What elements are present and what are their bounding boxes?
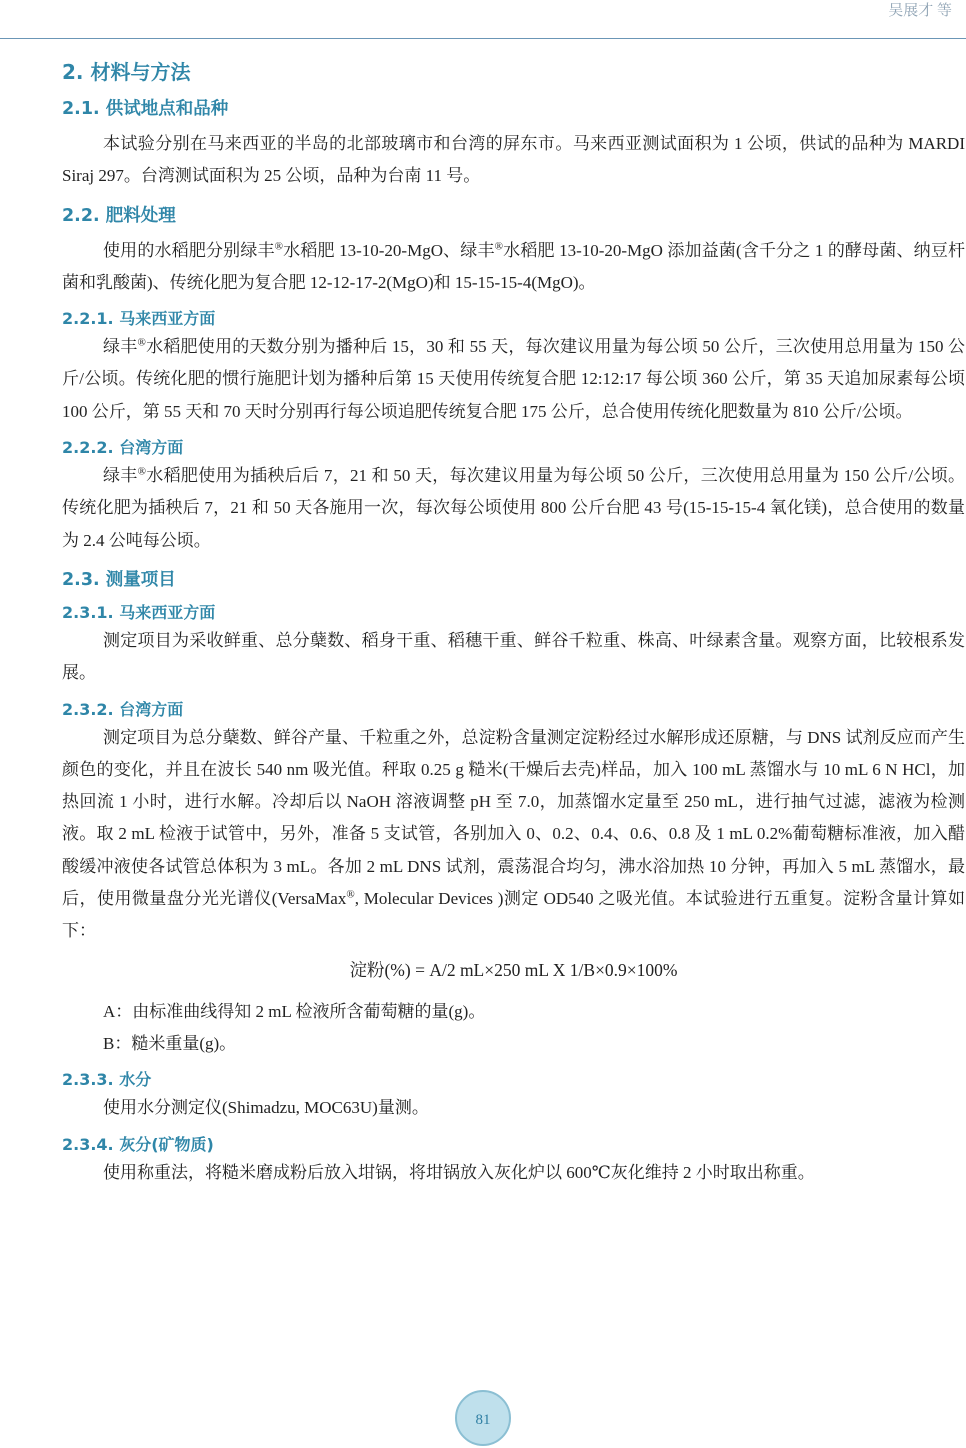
paragraph-2-1: 本试验分别在马来西亚的半岛的北部玻璃市和台湾的屏东市。马来西亚测试面积为 1 公顷，供试的品种为 MARDI Siraj 297。台湾测试面积为 25 公顷，品种为台南 11 号。 bbox=[62, 134, 965, 186]
section-heading-2-3-2: 2.3.2. 台湾方面 bbox=[62, 699, 184, 719]
section-heading-2-2-2: 2.2.2. 台湾方面 bbox=[62, 438, 184, 458]
paragraph-2-2: 使用的水稻肥分别绿丰®水稻肥 13-10-20-MgO、绿丰®水稻肥 13-10-20-MgO 添加益菌(含千分之 1 的酵母菌、纳豆杆菌和乳酸菌)、传统化肥为复合肥 12-12-17-2(MgO)和 15-15-15-4(MgO)。 bbox=[62, 239, 965, 292]
registered-mark: ® bbox=[346, 888, 355, 901]
registered-mark: ® bbox=[137, 336, 146, 349]
definition-a: A：由标准曲线得知 2 mL 检液所含葡萄糖的量(g)。 bbox=[103, 1001, 486, 1021]
running-head-authors: 吴展才 等 bbox=[888, 3, 952, 19]
article-body bbox=[62, 52, 965, 1189]
registered-mark: ® bbox=[137, 465, 146, 478]
paragraph-2-3-3: 使用水分测定仪(Shimadzu, MOC63U)量测。 bbox=[103, 1098, 429, 1118]
paragraph-2-2-2: 绿丰®水稻肥使用为插秧后后 7，21 和 50 天，每次建议用量为每公顷 50 公斤，三次使用总用量为 150 公斤/公顷。传统化肥为插秧后 7，21 和 50 天各施用一次，每次每公顷使用 800 公斤台肥 43 号(15-15-15-4 氧化镁)，总合使用的数量为 2.4 公吨每公顷。 bbox=[62, 465, 966, 550]
section-heading-2-3-1: 2.3.1. 马来西亚方面 bbox=[62, 602, 216, 622]
paragraph-2-3-2: 测定项目为总分蘖数、鲜谷产量、千粒重之外，总淀粉含量测定淀粉经过水解形成还原糖，与 DNS 试剂反应而产生颜色的变化，并且在波长 540 nm 吸光值。秤取 0.25 g 糙米(干燥后去壳)样品，加入 100 mL 蒸馏水与 10 mL 6 N HCl，加热回流 1 小时，进行水解。冷却后以 NaOH 溶液调整 pH 至 7.0，加蒸馏水定量至 250 mL，进行抽气过滤，滤液为检测液。取 2 mL 检液于试管中，另外，准备 5 支试管，各别加入 0、0.2、0.4、0.6、0.8 及 1 mL 0.2%葡萄糖标准液，加入醋酸缓冲液使各试管总体积为 3 mL。各加 2 mL DNS 试剂，震荡混合均匀，沸水浴加热 10 分钟，再加入 5 mL 蒸馏水，最后，使用微量盘分光光谱仪(VersaMax®, Molecular Devices )测定 OD540 之吸光值。本试验进行五重复。淀粉含量计算如下： bbox=[62, 727, 965, 941]
registered-mark: ® bbox=[274, 239, 284, 252]
registered-mark: ® bbox=[494, 239, 503, 252]
page-number-badge: 81 bbox=[455, 1390, 511, 1446]
paragraph-2-3-4: 使用称重法，将糙米磨成粉后放入坩锅，将坩锅放入灰化炉以 600℃灰化维持 2 小时取出称重。 bbox=[103, 1162, 815, 1182]
section-heading-2-3: 2.3. 测量项目 bbox=[62, 569, 176, 590]
starch-formula: 淀粉(%) = A/2 mL×250 mL X 1/B×0.9×100% bbox=[349, 959, 678, 980]
section-heading-2: 2. 材料与方法 bbox=[62, 60, 191, 84]
section-heading-2-3-4: 2.3.4. 灰分(矿物质) bbox=[62, 1134, 214, 1154]
header-divider bbox=[0, 38, 966, 39]
section-heading-2-2-1: 2.2.1. 马来西亚方面 bbox=[62, 309, 216, 329]
paragraph-2-3-1: 测定项目为采收鲜重、总分蘖数、稻身干重、稻穗干重、鲜谷千粒重、株高、叶绿素含量。观察方面，比较根系发展。 bbox=[62, 630, 965, 683]
section-heading-2-1: 2.1. 供试地点和品种 bbox=[62, 99, 229, 119]
section-heading-2-3-3: 2.3.3. 水分 bbox=[62, 1070, 152, 1090]
paragraph-2-2-1: 绿丰®水稻肥使用的天数分别为播种后 15，30 和 55 天，每次建议用量为每公顷 50 公斤，三次使用总用量为 150 公斤/公顷。传统化肥的惯行施肥计划为播种后第 15 天使用传统复合肥 12:12:17 每公顷 360 公斤，第 35 天追加尿素每公顷 100 公斤，第 55 天和 70 天时分别再行每公顷追肥传统复合肥 175 公斤，总合使用传统化肥数量为 810 公斤/公顷。 bbox=[62, 336, 966, 421]
definition-b: B：糙米重量(g)。 bbox=[103, 1033, 237, 1053]
section-heading-2-2: 2.2. 肥料处理 bbox=[62, 205, 176, 226]
